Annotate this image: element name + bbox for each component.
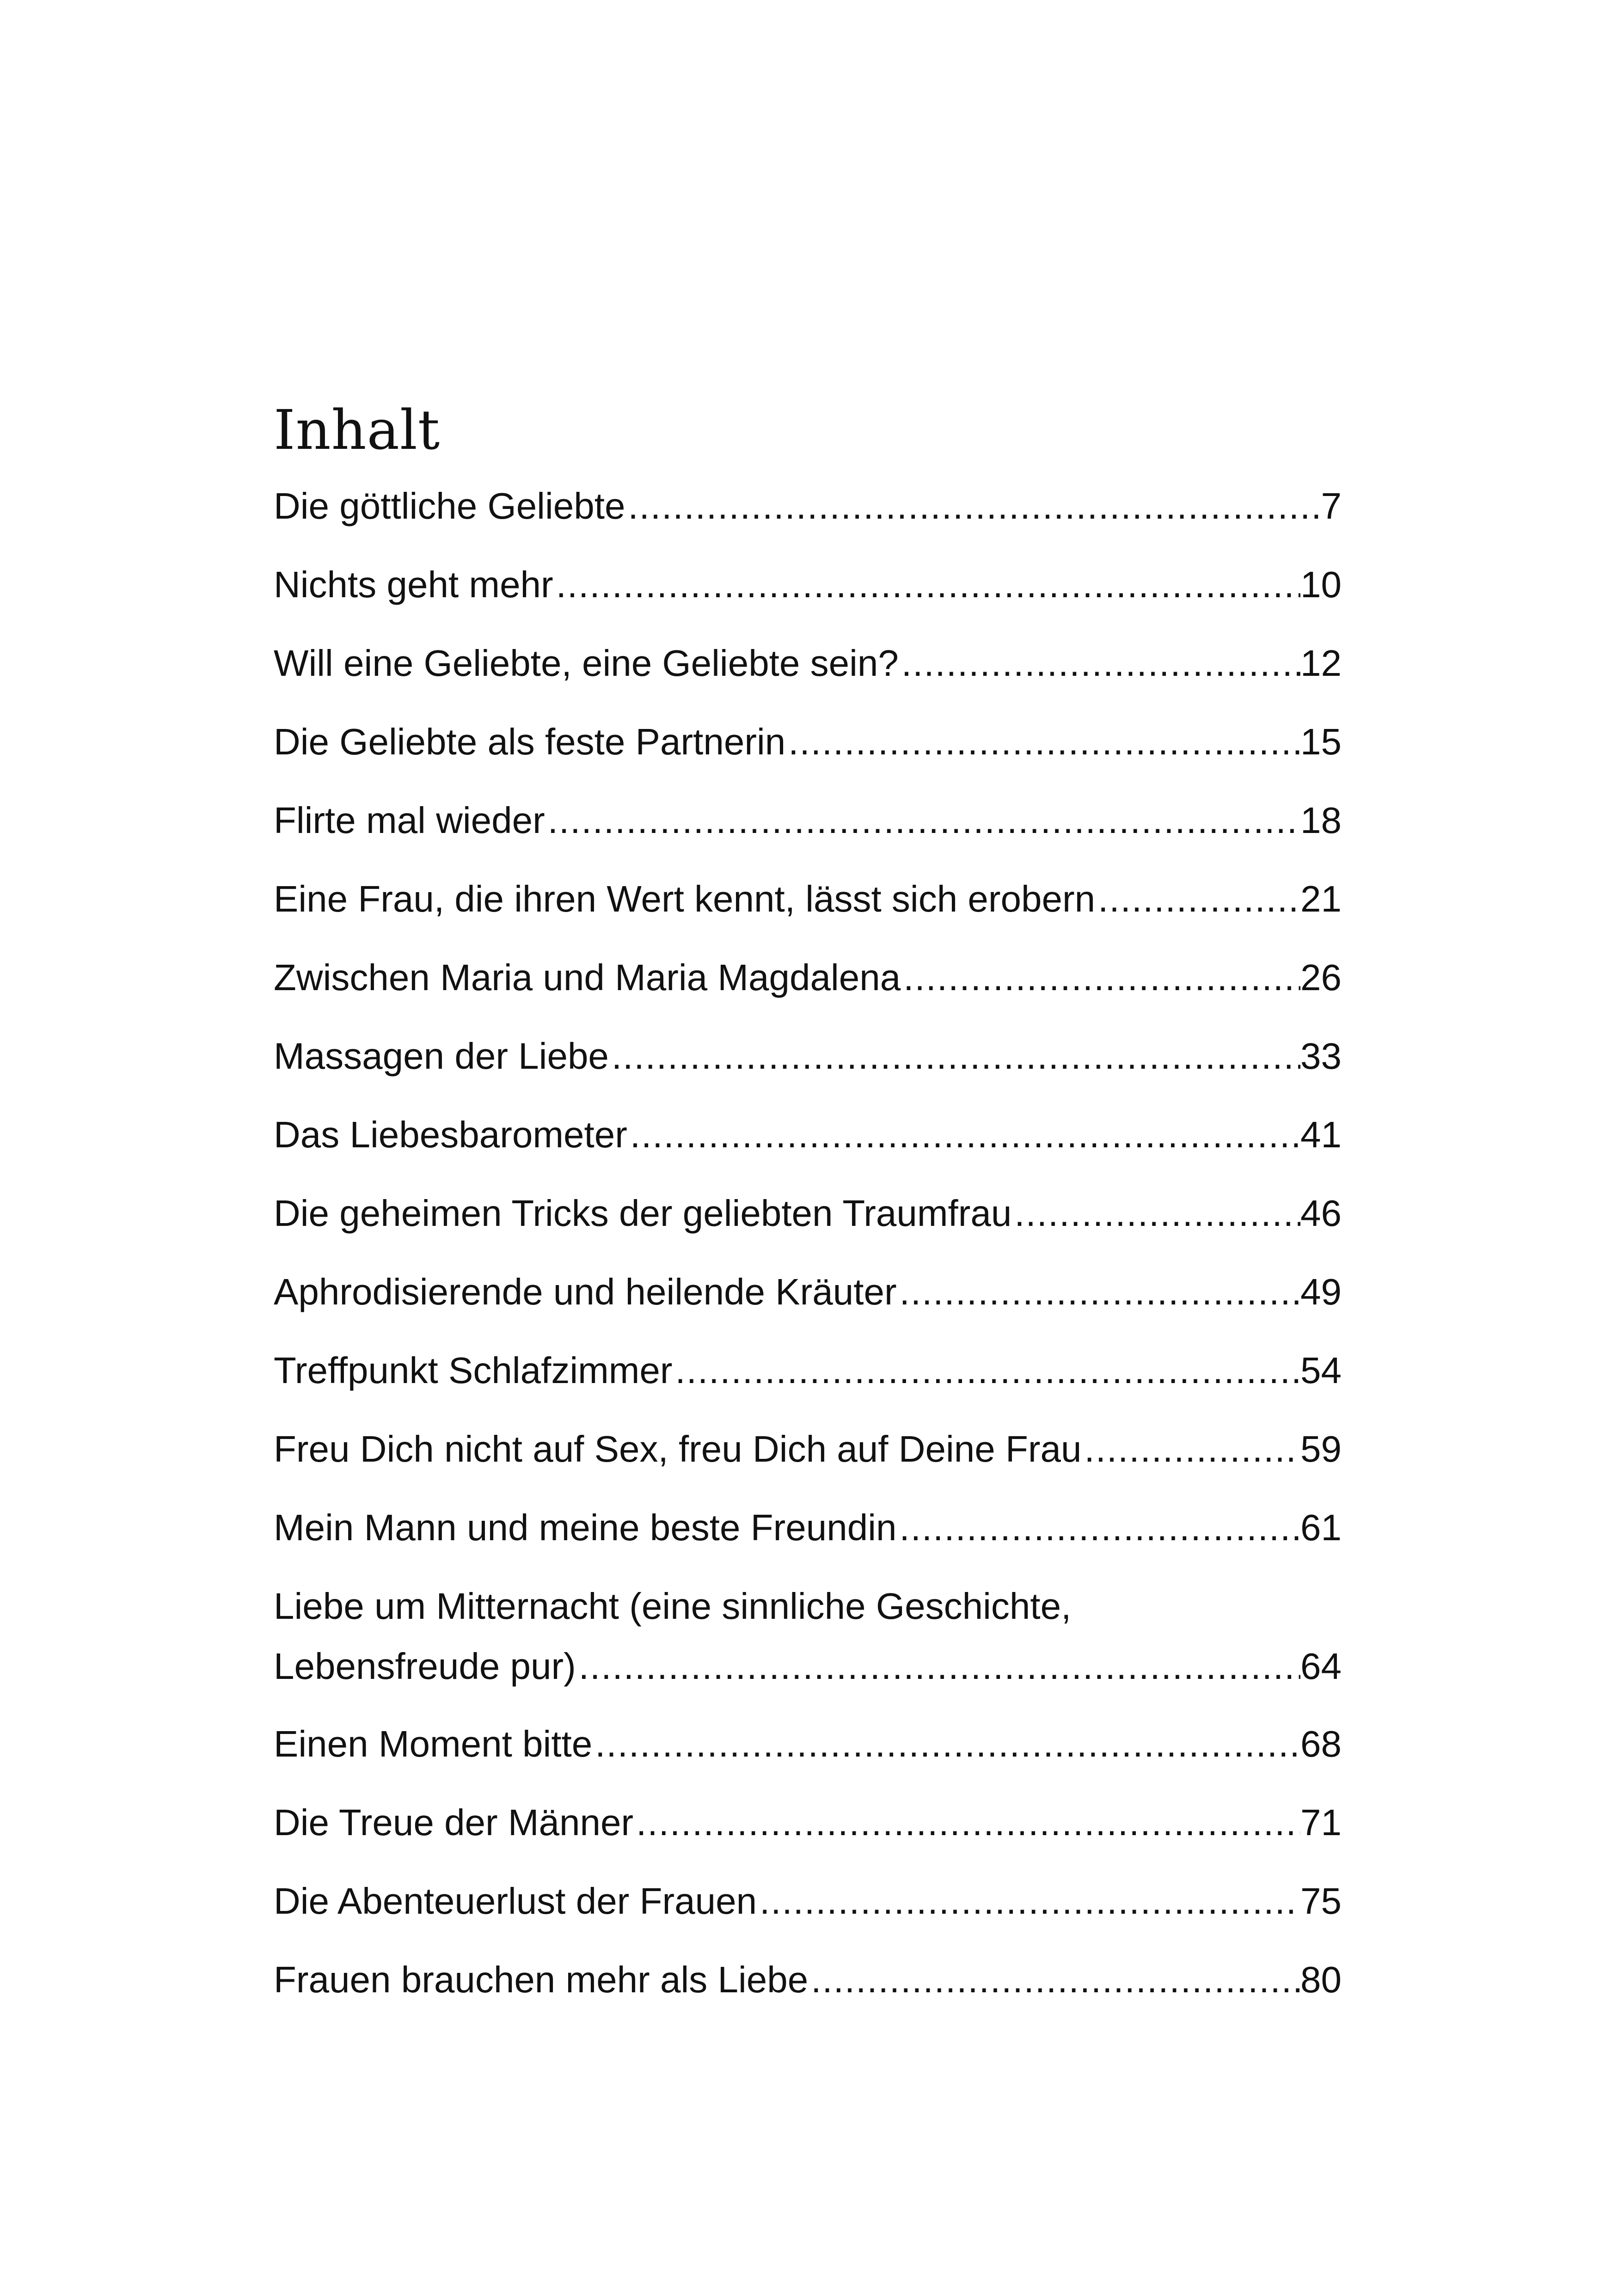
dot-leader — [1081, 1419, 1300, 1479]
dot-leader — [1011, 1183, 1300, 1243]
toc-entry-page: 15 — [1300, 721, 1342, 762]
toc-entry — [274, 555, 1342, 615]
toc-entry — [274, 790, 1342, 851]
toc-entry — [274, 1105, 1342, 1165]
toc-entry-title: Frauen brauchen mehr als Liebe — [274, 1959, 809, 2000]
toc-entry-title: Einen Moment bitte — [274, 1723, 593, 1764]
toc-entry-title: Die Geliebte als feste Partnerin — [274, 721, 786, 762]
toc-entry — [274, 1419, 1342, 1479]
dot-leader — [673, 1341, 1301, 1401]
dot-leader — [1095, 869, 1300, 929]
dot-leader — [633, 1793, 1300, 1853]
toc-entry-title: Massagen der Liebe — [274, 1035, 609, 1077]
toc-entry — [274, 1183, 1342, 1243]
toc-entry — [274, 948, 1342, 1008]
toc-entry-title: Mein Mann und meine beste Freundin — [274, 1507, 897, 1548]
toc-entry-page: 7 — [1321, 485, 1342, 527]
toc-entry — [274, 869, 1342, 929]
toc-heading: Inhalt — [274, 398, 441, 462]
dot-leader — [897, 1262, 1300, 1322]
dot-leader — [899, 633, 1300, 693]
toc-entry-page: 41 — [1300, 1114, 1342, 1155]
toc-entry — [274, 1576, 1342, 1696]
toc-entry-title: Aphrodisierende und heilende Kräuter — [274, 1271, 897, 1312]
toc-entry — [274, 1262, 1342, 1322]
toc-entry-title: Freu Dich nicht auf Sex, freu Dich auf Deine Frau — [274, 1428, 1082, 1469]
toc-entry-title: Die Abenteuerlust der Frauen — [274, 1880, 757, 1922]
toc-entry — [274, 1793, 1342, 1853]
toc-entry — [274, 633, 1342, 693]
toc-entry-title: Die Treue der Männer — [274, 1802, 634, 1843]
toc-entry-page: 12 — [1300, 643, 1342, 684]
dot-leader — [609, 1026, 1300, 1086]
toc-entry-page: 68 — [1300, 1723, 1342, 1764]
dot-leader — [808, 1950, 1300, 2010]
dot-leader — [576, 1636, 1300, 1696]
toc-entry-title: Zwischen Maria und Maria Magdalena — [274, 957, 901, 998]
dot-leader — [553, 555, 1300, 615]
toc-entry-title: Das Liebesbarometer — [274, 1114, 627, 1155]
toc-entry — [274, 712, 1342, 772]
toc-entry-title: Will eine Geliebte, eine Geliebte sein? — [274, 643, 899, 684]
toc-entry — [274, 1950, 1342, 2010]
toc-entry-title-continued: Lebensfreude pur) — [274, 1646, 576, 1687]
toc-entry — [274, 1341, 1342, 1401]
toc-entry-title: Die göttliche Geliebte — [274, 485, 625, 527]
toc-entry-title: Flirte mal wieder — [274, 800, 545, 841]
toc-entry — [274, 1026, 1342, 1086]
toc-entry-page: 33 — [1300, 1035, 1342, 1077]
toc-entry-page: 71 — [1300, 1802, 1342, 1843]
dot-leader — [901, 948, 1300, 1008]
toc-entry-page: 80 — [1300, 1959, 1342, 2000]
toc-entry-page: 26 — [1300, 957, 1342, 998]
dot-leader — [896, 1498, 1300, 1558]
toc-entry-page: 46 — [1300, 1193, 1342, 1234]
toc-entry-page: 64 — [1300, 1646, 1342, 1687]
toc-entry — [274, 1871, 1342, 1931]
toc-entry-page: 10 — [1300, 564, 1342, 605]
toc-entry-title: Die geheimen Tricks der geliebten Traumfrau — [274, 1193, 1012, 1234]
toc-entry-page: 59 — [1300, 1428, 1342, 1469]
toc-entry-title: Eine Frau, die ihren Wert kennt, lässt sich erobern — [274, 878, 1096, 919]
dot-leader — [592, 1714, 1300, 1774]
toc-entry-page: 21 — [1300, 878, 1342, 919]
toc-entry-page: 18 — [1300, 800, 1342, 841]
dot-leader — [625, 476, 1321, 536]
toc-entry-title: Nichts geht mehr — [274, 564, 553, 605]
dot-leader — [785, 712, 1300, 772]
toc-entry-page: 54 — [1300, 1350, 1342, 1391]
dot-leader — [757, 1871, 1300, 1931]
toc-entry — [274, 1714, 1342, 1774]
dot-leader — [627, 1105, 1300, 1165]
toc-entry-title: Treffpunkt Schlafzimmer — [274, 1350, 673, 1391]
toc-entry — [274, 476, 1342, 536]
toc-entry — [274, 1498, 1342, 1558]
toc-entry-page: 61 — [1300, 1507, 1342, 1548]
toc-entry-page: 49 — [1300, 1271, 1342, 1312]
toc-entry-title: Liebe um Mitternacht (eine sinnliche Geschichte, — [274, 1586, 1072, 1627]
dot-leader — [545, 790, 1300, 851]
toc-entry-page: 75 — [1300, 1880, 1342, 1922]
